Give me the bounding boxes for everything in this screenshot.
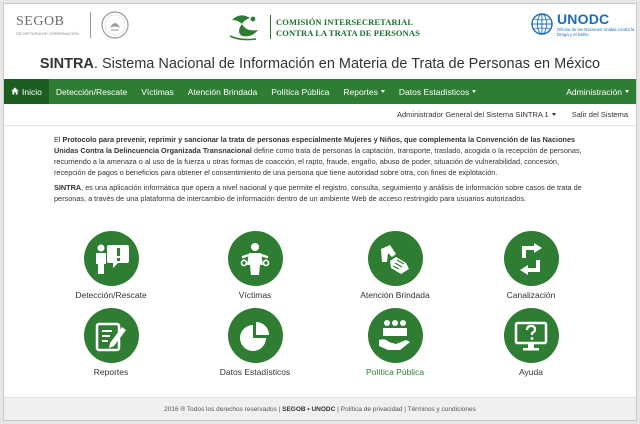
pie-chart-icon	[238, 319, 272, 353]
tile-circle	[368, 231, 423, 286]
intro-paragraph-sintra	[54, 182, 588, 204]
page-frame	[3, 3, 637, 421]
tile-canalizacion[interactable]	[466, 231, 596, 300]
main-navbar	[4, 79, 636, 104]
nav-inicio[interactable]	[4, 79, 49, 104]
un-globe-icon	[530, 12, 554, 36]
nav-reportes-dropdown[interactable]	[336, 79, 392, 104]
text-span: define como trata de personas la captación, transporte, traslado, acogida o la recepción de personas, recurriendo a la amenaza o al uso de la fuerza u otras formas de coacción, el rapto, fraude, engaño, abuso de poder, situación de vulnerabilidad, concesión, recepción de pagos o beneficios para obtener el consentimiento de una persona que tiene autoridad sobre otra, con fines de explotación.	[54, 146, 582, 177]
transfer-arrows-icon	[514, 242, 548, 276]
people-alert-icon	[92, 242, 130, 276]
victim-icon	[237, 241, 273, 277]
segob-logo[interactable]	[16, 10, 130, 40]
comision-title-line1: COMISIÓN INTERSECRETARIAL	[276, 16, 414, 27]
nav-administracion-dropdown[interactable]	[559, 79, 636, 104]
nav-politica-publica[interactable]	[264, 79, 336, 104]
segob-subtitle: SECRETARÍA DE GOBERNACIÓN	[16, 31, 79, 36]
user-bar	[4, 104, 636, 126]
footer-links[interactable]: | Política de privacidad | Términos y condiciones	[335, 406, 476, 413]
nav-label: Datos Estadísticos	[398, 86, 470, 97]
tile-circle	[504, 308, 559, 363]
tile-victimas[interactable]	[190, 231, 320, 300]
report-pencil-icon	[94, 319, 128, 353]
text-span: El	[54, 135, 63, 144]
nav-label: Detección/Rescate	[55, 86, 128, 97]
nav-datos-estadisticos-dropdown[interactable]	[392, 79, 483, 104]
caret-down-icon	[472, 90, 476, 93]
tile-reportes[interactable]	[46, 308, 176, 377]
nav-victimas[interactable]	[134, 79, 181, 104]
helping-hands-icon	[377, 241, 413, 277]
nav-label: Reportes	[343, 86, 378, 97]
tile-label: Datos Estadísticos	[219, 367, 291, 377]
header-logos	[4, 4, 636, 50]
mexico-seal-icon	[100, 10, 130, 40]
tile-circle	[84, 308, 139, 363]
nav-label: Política Pública	[271, 86, 330, 97]
nav-label: Víctimas	[141, 86, 174, 97]
public-policy-icon	[376, 318, 414, 354]
comision-title-line2: CONTRA LA TRATA DE PERSONAS	[276, 27, 420, 38]
tile-circle	[504, 231, 559, 286]
page-title-rest: . Sistema Nacional de Información en Materia de Trata de Personas en México	[93, 56, 601, 72]
intro-paragraph-protocol	[54, 134, 588, 178]
tile-label: Víctimas	[238, 290, 272, 300]
unodc-subtitle: Oficina de las Naciones Unidas contra la Droga y el Delito	[557, 27, 635, 37]
tile-atencion-brindada[interactable]	[330, 231, 460, 300]
user-menu-dropdown[interactable]	[397, 110, 556, 119]
comision-divider	[270, 15, 271, 39]
unodc-name: UNODC	[557, 11, 610, 27]
nav-label: Atención Brindada	[187, 86, 258, 97]
nav-deteccion-rescate[interactable]	[49, 79, 134, 104]
tile-circle	[84, 231, 139, 286]
tile-circle	[368, 308, 423, 363]
tile-circle	[228, 231, 283, 286]
footer	[4, 397, 636, 421]
tile-politica-publica[interactable]	[330, 308, 460, 377]
caret-down-icon	[552, 113, 556, 116]
page-title-bold: SINTRA	[39, 56, 94, 72]
tile-label: Reportes	[93, 367, 129, 377]
tile-label: Canalización	[506, 290, 556, 300]
caret-down-icon	[625, 90, 629, 93]
modules-grid	[54, 231, 588, 386]
footer-copyright: 2016 ® Todos los derechos reservados |	[164, 406, 283, 413]
tile-label: Ayuda	[519, 367, 543, 377]
tile-circle	[228, 308, 283, 363]
comision-emblem-icon	[226, 10, 268, 44]
page-title	[4, 56, 636, 72]
home-icon	[11, 87, 19, 97]
user-name: Administrador General del Sistema SINTRA 1	[396, 110, 549, 119]
nav-label: Administración	[566, 86, 622, 97]
tile-label: Atención Brindada	[360, 290, 430, 300]
intro-content	[54, 134, 588, 208]
help-monitor-icon	[513, 319, 549, 353]
footer-orgs: SEGOB • UNODC	[282, 406, 336, 413]
nav-inicio-label: Inicio	[22, 86, 42, 97]
unodc-logo[interactable]	[530, 12, 637, 37]
logout-link[interactable]: Salir del Sistema	[571, 110, 628, 119]
caret-down-icon	[381, 90, 385, 93]
protocol-name: Protocolo para prevenir, reprimir y sancionar la trata de personas especialmente Mujeres y Niños, que complementa la Convención de las Naciones Unidas Contra la Delincuencia Organizada Transnacional	[54, 135, 576, 155]
tile-label: Política Pública	[365, 367, 425, 377]
tile-label: Detección/Rescate	[75, 290, 147, 300]
segob-divider	[90, 12, 91, 38]
segob-name: SEGOB	[16, 14, 65, 29]
nav-atencion-brindada[interactable]	[181, 79, 264, 104]
text-span: , es una aplicación informática que opera a nivel nacional y que permite el registro, consulta, seguimiento y análisis de información sobre casos de trata de personas, a través de una plataforma de intercambio de información dentro de un ambiente Web de acceso restringido para usuarios autorizados.	[54, 183, 582, 203]
tile-datos-estadisticos[interactable]	[190, 308, 320, 377]
tile-deteccion-rescate[interactable]	[46, 231, 176, 300]
comision-logo[interactable]	[226, 10, 420, 44]
sintra-name: SINTRA	[54, 183, 82, 192]
tile-ayuda[interactable]	[466, 308, 596, 377]
